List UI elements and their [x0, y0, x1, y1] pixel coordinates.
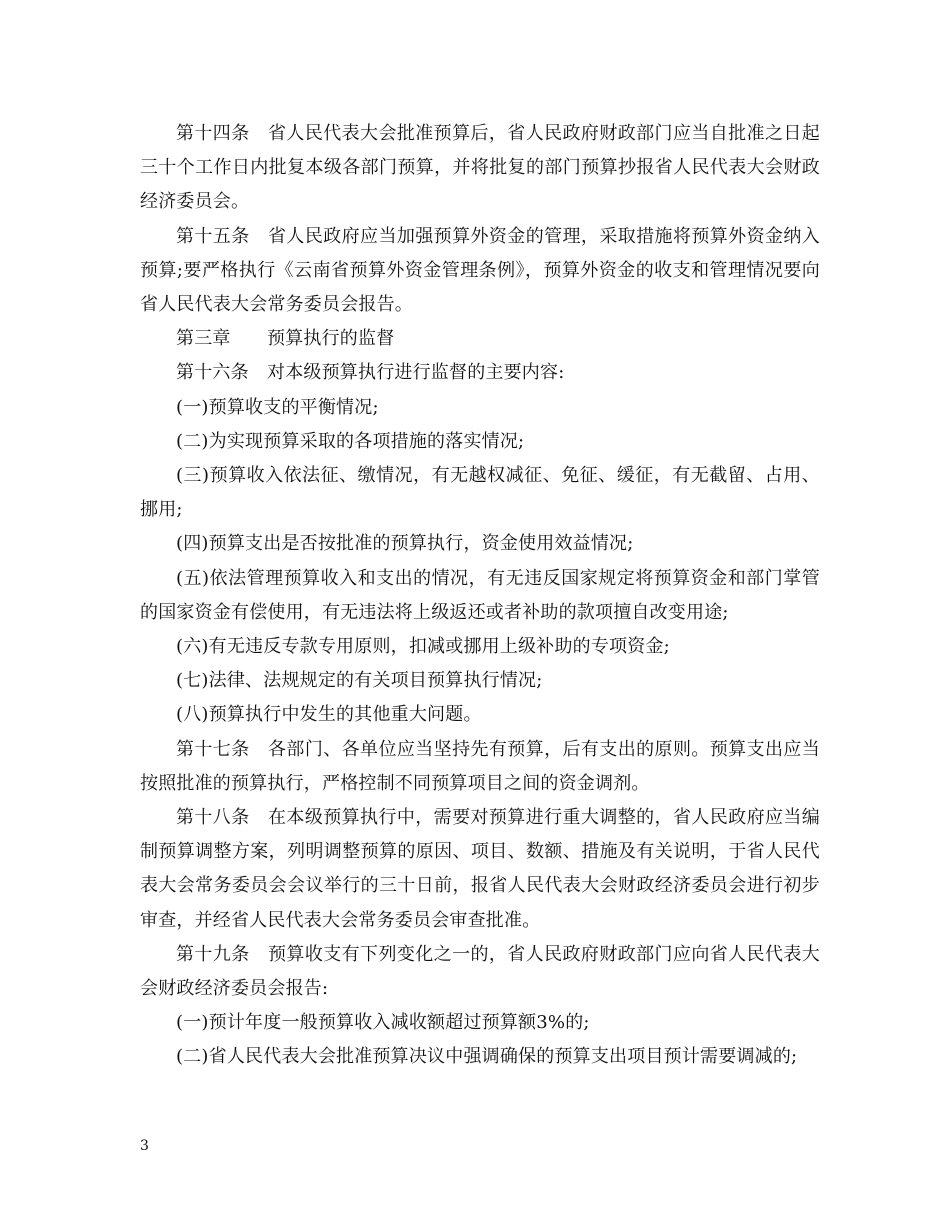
list-item: (二)省人民代表大会批准预算决议中强调确保的预算支出项目预计需要调减的; — [176, 1046, 798, 1068]
page-number: 3 — [140, 1138, 149, 1154]
list-item: (四)预算支出是否按批准的预算执行，资金使用效益情况; — [176, 533, 634, 555]
article-17: 第十七条 各部门、各单位应当坚持先有预算，后有支出的原则。预算支出应当按照批准的预算执行，严格控制不同预算项目之间的资金调剂。 — [140, 738, 820, 794]
list-item: (一)预计年度一般预算收入减收额超过预算额3%的; — [176, 1012, 590, 1034]
article-15: 第十五条 省人民政府应当加强预算外资金的管理，采取措施将预算外资金纳入预算;要严格执行《云南省预算外资金管理条例》，预算外资金的收支和管理情况要向省人民代表大会常务委员会报告。 — [140, 225, 820, 316]
document-body — [140, 117, 820, 1075]
list-item: (三)预算收入依法征、缴情况，有无越权减征、免征、缓征，有无截留、占用、挪用; — [140, 465, 820, 521]
chapter-3-heading: 第三章 预算执行的监督 — [176, 328, 395, 350]
article-19: 第十九条 预算收支有下列变化之一的，省人民政府财政部门应向省人民代表大会财政经济委员会报告: — [140, 943, 820, 1000]
list-item: (一)预算收支的平衡情况; — [176, 396, 379, 418]
article-16: 第十六条 对本级预算执行进行监督的主要内容: — [176, 362, 565, 384]
list-item: (二)为实现预算采取的各项措施的落实情况; — [176, 430, 525, 452]
list-item: (八)预算执行中发生的其他重大问题。 — [176, 704, 482, 726]
list-item: (五)依法管理预算收入和支出的情况，有无违反国家规定将预算资金和部门掌管的国家资金有偿使用，有无违法将上级返还或者补助的款项擅自改变用途; — [140, 567, 820, 623]
list-item: (七)法律、法规规定的有关项目预算执行情况; — [176, 670, 543, 692]
article-18: 第十八条 在本级预算执行中，需要对预算进行重大调整的，省人民政府应当编制预算调整方案，列明调整预算的原因、项目、数额、措施及有关说明，于省人民代表大会常务委员会会议举行的三十日前，报省人民代表大会财政经济委员会进行初步审查，并经省人民代表大会常务委员会审查批准。 — [140, 807, 820, 931]
list-item: (六)有无违反专款专用原则，扣减或挪用上级补助的专项资金; — [176, 636, 670, 658]
article-14: 第十四条 省人民代表大会批准预算后，省人民政府财政部门应当自批准之日起三十个工作日内批复本级各部门预算，并将批复的部门预算抄报省人民代表大会财政经济委员会。 — [140, 123, 820, 213]
